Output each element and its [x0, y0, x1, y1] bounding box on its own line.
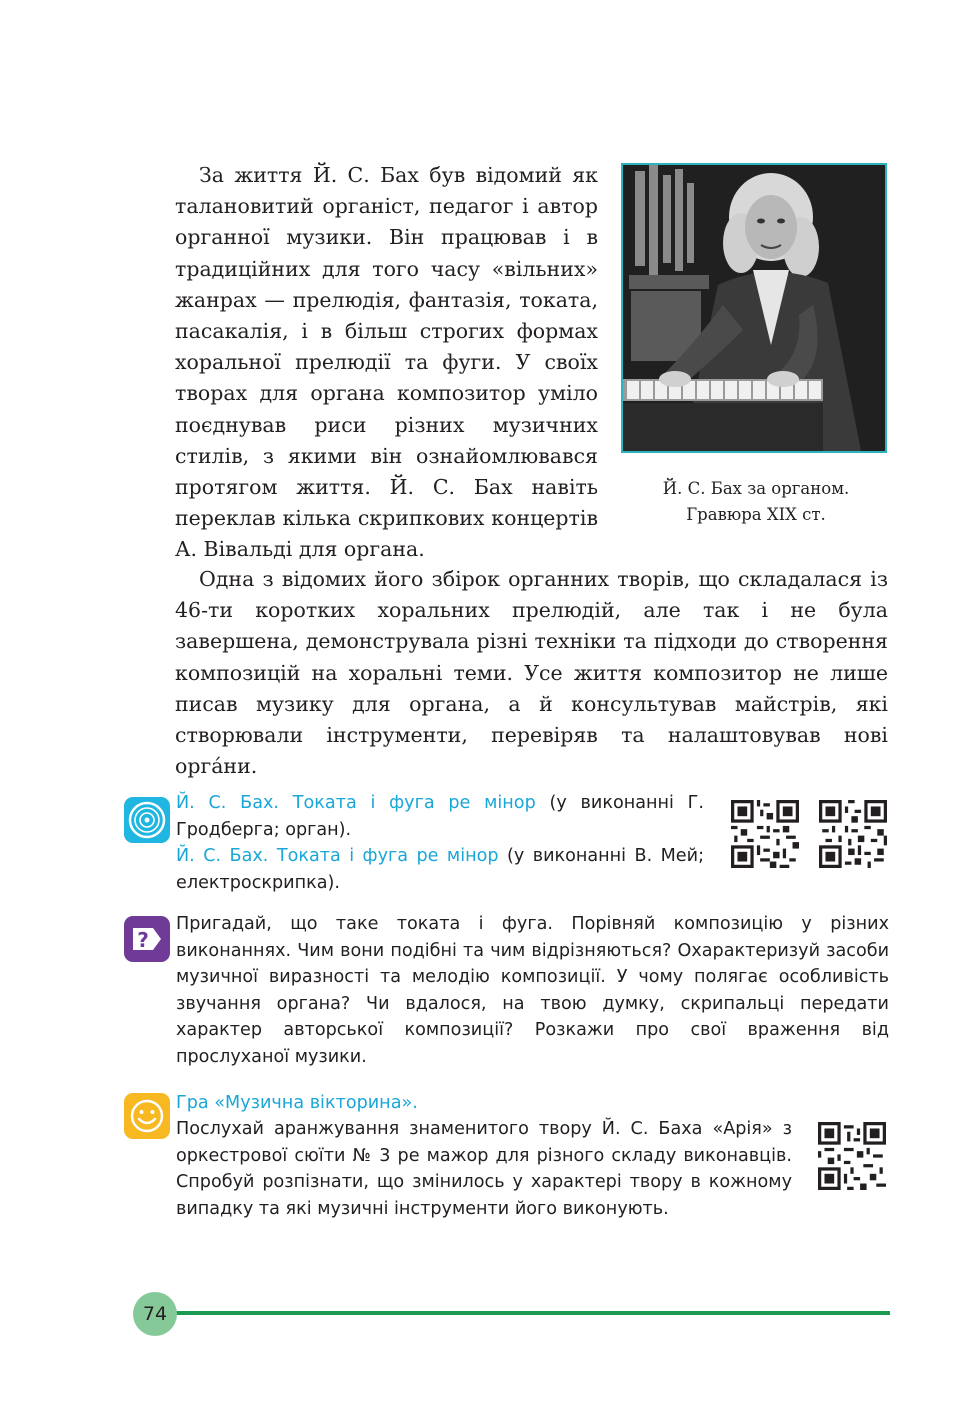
body-paragraph-1: За життя Й. С. Бах був відомий як талановитий органіст, педагог і автор органної музики. Він працював і в традиційних для того часу «вільних» жанрах — прелюдія, фантазія, токата, пасакалія, і в більш строгих формах хоральної прелюдії та фуги. У своїх творах для органа композитор уміло поєднував риси різних музичних стилів, з якими він ознайомлювався протягом життя. Й. С. Бах навіть переклав кілька скрипкових концертів А. Вівальді для органа. [175, 163, 598, 562]
listening-item-2-title[interactable]: Й. С. Бах. Токата і фуга ре мінор [176, 846, 499, 866]
bach-at-organ-engraving [621, 163, 887, 453]
listening-item-2 [176, 843, 704, 896]
smiley-icon [124, 1093, 170, 1139]
qr-code-game[interactable] [818, 1122, 886, 1190]
game-title: Гра «Музична вікторина». [176, 1093, 418, 1113]
question-icon [124, 916, 170, 962]
body-paragraph-2: Одна з відомих його збірок органних творів, що складалася із 46-ти коротких хоральних прелюдій, але так і не була завершена, демонструвала різні техніки та підходи до створення композицій на хоральні теми. Усе життя композитор не лише писав музику для органа, а й консультував майстрів, які створювали інструменти, перевіряв та налаштовував нові орга́ни. [175, 567, 888, 779]
page-number: 74 [133, 1292, 177, 1336]
listening-item-1-title[interactable]: Й. С. Бах. Токата і фуга ре мінор [176, 793, 536, 813]
footer-rule [150, 1311, 890, 1315]
listening-item-1 [176, 790, 704, 843]
figure-caption [621, 476, 891, 528]
caption-line-2: Гравюра XIX ст. [686, 505, 826, 524]
question-text: Пригадай, що таке токата і фуга. Порівняй композицію у різних виконаннях. Чим вони подібні та чим відрізняються? Охарактеризуй засоби музичної виразності та мелодію композиції. У чому полягає особливість звучання органа? Чи вдалося, на твою думку, скрипальці передати характер авторської композиції? Розкажи про свої враження від прослуханої музики. [176, 914, 889, 1067]
music-disc-icon [124, 797, 170, 843]
caption-line-1: Й. С. Бах за органом. [662, 479, 850, 498]
svg-text:?: ? [137, 928, 149, 952]
qr-code-recording-2[interactable] [819, 800, 887, 868]
game-text: Послухай аранжування знаменитого твору Й. С. Баха «Арія» з оркестрової сюїти № 3 ре мажор для різного складу виконавців. Спробуй розпізнати, що змінилось у характері твору в кожному випадку та які музичні інструменти його виконують. [176, 1119, 792, 1219]
qr-code-recording-1[interactable] [731, 800, 799, 868]
listening-item-1-note: (у виконанні Г. Гродберга; орган). [176, 793, 704, 840]
listening-item-2-note: (у виконанні В. Мей; електроскрипка). [176, 846, 704, 893]
listening-list [176, 790, 704, 896]
engraving-image [623, 165, 885, 451]
